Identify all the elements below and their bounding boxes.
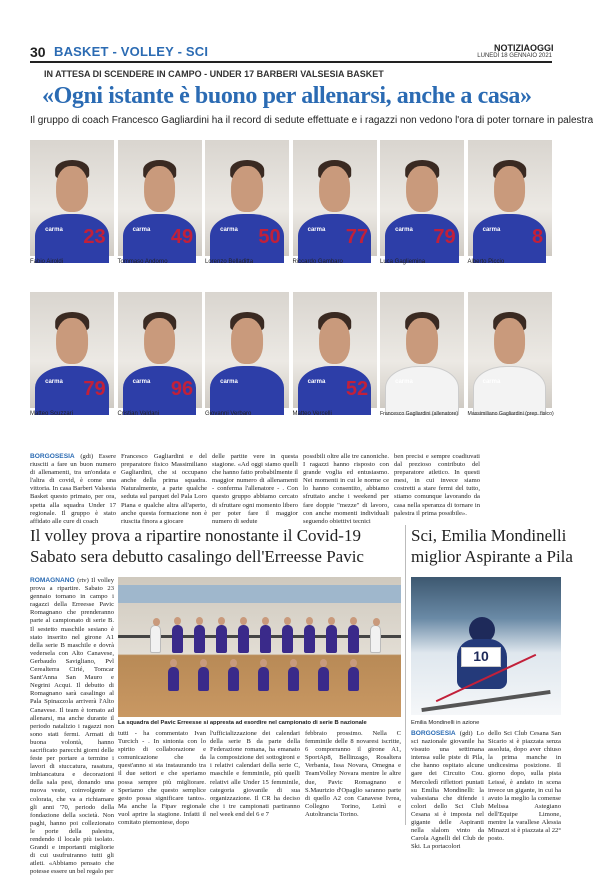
player-photo: carma 49 [118, 140, 202, 256]
article1-column-5: ben precisi e sempre coadiuvati dal prezioso contributo del preparatore atletico. In questi mesi, in cui invece siamo costretti a stare fermi del tutto, stiamo comunque lavorando da casa nella speranza di tornare in palestra il prima possibile». [394, 453, 480, 517]
player-photo: carma 77 [293, 140, 377, 256]
jersey-number: 50 [258, 226, 281, 249]
team-member-figure [150, 625, 161, 653]
photo-caption: Matteo Scuzzari [30, 411, 74, 417]
player-photo: carma 52 [293, 292, 377, 408]
volley-column-2: tutti - ha commentato Ivan Turcich - . In sintonia con lo spirito di collaborazione e comunicazione che da quest'anno si sta instaurando tra il due settori e che speriamo possa sempre più migliorare. Speriamo che questo semplice gesto possa significare tanto». Ma anche la Fipav regionale vuol aprire la stagione. Infatti il comitato piemontese, dopo [118, 730, 206, 827]
gym-window-band [118, 585, 401, 603]
jersey-number: 8 [531, 226, 544, 249]
ski-headline-line-1: Sci, Emilia Mondinelli [411, 526, 567, 545]
player-photo: carma [468, 292, 552, 408]
ski-dateline: BORGOSESIA [411, 730, 456, 737]
player-photo: carma 79 [380, 140, 464, 256]
volley-text-1: Il volley prova a ripartire. Sabato 23 gennaio tornano in campo i ragazzi della Erreesse Pavic Romagnano che prenderanno parte al campionato di serie B. Il sestetto maschile sesiano è stato inserito nel girone A1 della serie B maschile e dovrà vedersela con Alto Canavese, Gerbaudo Savigliano, Pvl Cerealterra Cirié, Tomcar Sant'Anna San Mauro e Negrini Acqui. Il debutto di Romagnano sarà casalingo al Pala Spinazzola arriverà l'Alto Canavese. Il team è tornato ad allenarsi, ma anche durante il periodo natalizio i ragazzi non sono stati fermi. Armati di buona volontà, hanno sacrificato parecchi giorni delle feste per portare a termine i lavori di stuccatura, rasatura, imbiancatura e decorazioni della sala pesi, donando una nuova veste, coinvolgente e colorata, che va a richiamare gli anni '70, periodo della fondazione della società. Non paghi, hanno poi collezionato le porte della palestra, rendendo il locale più isolato. Grandi e importanti migliorie di cui usufruiranno tutti gli atleti. «Abbiamo pensato che potesse essere un bel regalo per [30, 577, 114, 876]
ski [421, 690, 550, 712]
section-title: BASKET - VOLLEY - SCI [54, 44, 209, 59]
team-member-figure [304, 625, 315, 653]
photo-caption: Alberto Piccio [467, 259, 505, 265]
player-photo: carma 79 [30, 292, 114, 408]
team-member-figure [348, 625, 359, 653]
ski-text-1: Lo sci nazionale giovanile ha vissuto una settimana intensa sulle piste di Pila, che hanno ospitato alcune gare dei Circuito Cou. Mercoledì riflettori puntati su Emilia Mondinelli: la valsesiana che difende i colori dello Sci Club Cesana si è imposta nel gigante delle Aspiranti nella slalom vinto da Carola Agnelli del Club de Ski. La portacolori [411, 730, 484, 851]
header-rule [30, 61, 552, 63]
player-photo: carma 50 [205, 140, 289, 256]
article1-column-3: delle partite vere in questa stagione. «Ad oggi siamo quelli che hanno fatto probabilmente il maggior numero di allenamenti - conferma l'allenatore - . Con questo gruppo abbiamo cercato di sfruttare ogni momento libero per poter fare il maggior numero di sedute [212, 453, 298, 525]
team-member-figure [318, 667, 329, 691]
photo-caption: Francesco Gagliardini (allenatore) [380, 411, 459, 417]
article-kicker: IN ATTESA DI SCENDERE IN CAMPO - UNDER 17 BARBERI VALSESIA BASKET [44, 69, 384, 79]
photo-caption: Luca Gagliemina [380, 259, 426, 265]
photo-caption: Matteo Vercelli [292, 411, 332, 417]
photo-caption: Giovanni Verbaro [205, 411, 252, 417]
team-member-figure [194, 625, 205, 653]
volley-team-photo [118, 577, 401, 717]
volley-column-4: febbraio prossimo. Nella C femminile delle 8 novaresi iscritte, 6 comporranno il girone A1, SportAp8, Bellinzago, Rosaltera Verbania, Issa Novara, Omegna e TeamVolley Novara mentre le altre due, Pavic Romagnano e S.Maurizio d'Opaglio saranno parte di quello A2 con Canavese Ivrea, Collegno Torino, Leinì e Autoltrancia Torino. [305, 730, 401, 818]
ski-photo [411, 577, 561, 715]
team-member-figure [288, 667, 299, 691]
ski-column-1 [411, 730, 484, 851]
bib-number: 10 [461, 647, 501, 667]
article1-text-1: Essere riusciti a fare un buon numero di allenamenti, tra un'ondata e l'altra di covid, è come una vittoria. In casa Barberi Valsesia Basket questo primato, per ora, spetta alla squadra Under 17 regionale. Il gruppo è stato affidato alle cure di coach [30, 453, 116, 525]
volley-headline-line-2: Sabato sera debutto casalingo dell'Erreesse Pavic [30, 547, 364, 566]
team-member-figure [282, 625, 293, 653]
team-member-figure [198, 667, 209, 691]
article-headline: «Ogni istante è buono per allenarsi, anche a casa» [42, 83, 532, 109]
team-member-figure [238, 625, 249, 653]
article1-column-2: Francesco Gagliardini e del preparatore fisico Massimiliano Gagliardini, che si occupano anche della prima squadra. Naturalmente, a parte qualche seduta sul parquet del Pala Loro Piana e qualche altra all'aperto, anche questa formazione non è riuscita finora a giocare [121, 453, 207, 525]
volley-headline-line-1: Il volley prova a ripartire nonostante il Covid-19 [30, 526, 361, 545]
volley-column-1 [30, 577, 114, 876]
dateline: BORGOSESIA [30, 453, 75, 460]
volley-column-3: l'ufficializzazione dei calendari della serie B da parte della Federazione romana, ha emanato la composizione dei sottogironi e i relativi calendari della serie C, maschile e femminile, più quelli relativi alle Under 15 femminile, categoria giovanile di sua organizzazione. Il CR ha deciso che i tre campionati partiranno nel week end del 6 e 7 [210, 730, 300, 818]
photo-caption: Riccardo Gambaro [292, 259, 343, 265]
issue-date: LUNEDÌ 18 GENNAIO 2021 [477, 53, 552, 59]
volley-byline: (rtv) [77, 577, 89, 584]
article1-column-4: possibili oltre alle tre canoniche. I ragazzi hanno risposto con grande voglia ed entusiasmo. Nei momenti in cui le norme ce lo hanno consentito, abbiamo sfruttato anche i weekend per fare doppie "mezze" di lavoro, con anche momenti individuali seguendo obiettivi tecnici [303, 453, 389, 525]
photo-caption: Lorenzo Belladitta [205, 259, 254, 265]
ski-headline [411, 525, 573, 567]
ski-photo-caption: Emilia Mondinelli in azione [411, 720, 480, 726]
team-member-figure [228, 667, 239, 691]
volley-dateline: ROMAGNANO [30, 577, 75, 584]
team-member-figure [348, 667, 359, 691]
jersey-number: 52 [345, 378, 369, 401]
photo-caption: Massimiliano Gagliardini (prep. fisico) [467, 411, 554, 417]
team-member-figure [370, 625, 381, 653]
player-photo: carma 23 [30, 140, 114, 256]
player-photo: carma 96 [118, 292, 202, 408]
jersey-number: 79 [433, 226, 456, 249]
ski-column-2: dello Sci Club Cesana San Sicario si è piazzata senza assoluta, dopo aver chiuso la prima manche in undicesima posizione. Il giorno dopo, sulla pista Leissé, è andato in scena invece un gigante, in cui ha avuto la meglio la comense Melissa Astegiano dell'Equipe Limone, mentre la varallese Alessia Minazzi si è piazzata al 22° posto. [488, 730, 561, 843]
team-member-figure [326, 625, 337, 653]
team-member-figure [168, 667, 179, 691]
team-member-figure [258, 667, 269, 691]
page-number: 30 [30, 44, 46, 60]
player-photo: carma [380, 292, 464, 408]
jersey-number: 79 [83, 378, 106, 401]
team-member-figure [172, 625, 183, 653]
player-photo: carma 8 [468, 140, 552, 256]
article-subheadline: Il gruppo di coach Francesco Gagliardini ha il record di sedute effettuate e i ragazzi non vedono l'ora di poter tornare in palestra [30, 115, 593, 126]
jersey-number: 49 [170, 226, 194, 249]
article1-column-1 [30, 453, 116, 525]
column-divider [405, 525, 406, 825]
jersey-number: 23 [83, 226, 106, 249]
photo-caption: Cristian Valdani [117, 411, 160, 417]
volley-photo-caption: La squadra del Pavic Erreesse si appresta ad esordire nel campionato di serie B nazionale [118, 720, 367, 726]
photo-caption: Tommaso Andorno [117, 259, 168, 265]
jersey-number: 96 [170, 378, 194, 401]
byline: (gdi) [80, 453, 94, 460]
jersey-number: 77 [345, 226, 369, 249]
ski-byline: (gdi) [459, 730, 473, 737]
volley-headline [30, 525, 400, 567]
newspaper-logo: NOTIZIAOGGI [494, 43, 554, 53]
team-member-figure [216, 625, 227, 653]
photo-caption: Fabio Airoldi [30, 259, 64, 265]
player-photo: carma [205, 292, 289, 408]
team-member-figure [260, 625, 271, 653]
ski-headline-line-2: miglior Aspirante a Pila [411, 547, 573, 566]
